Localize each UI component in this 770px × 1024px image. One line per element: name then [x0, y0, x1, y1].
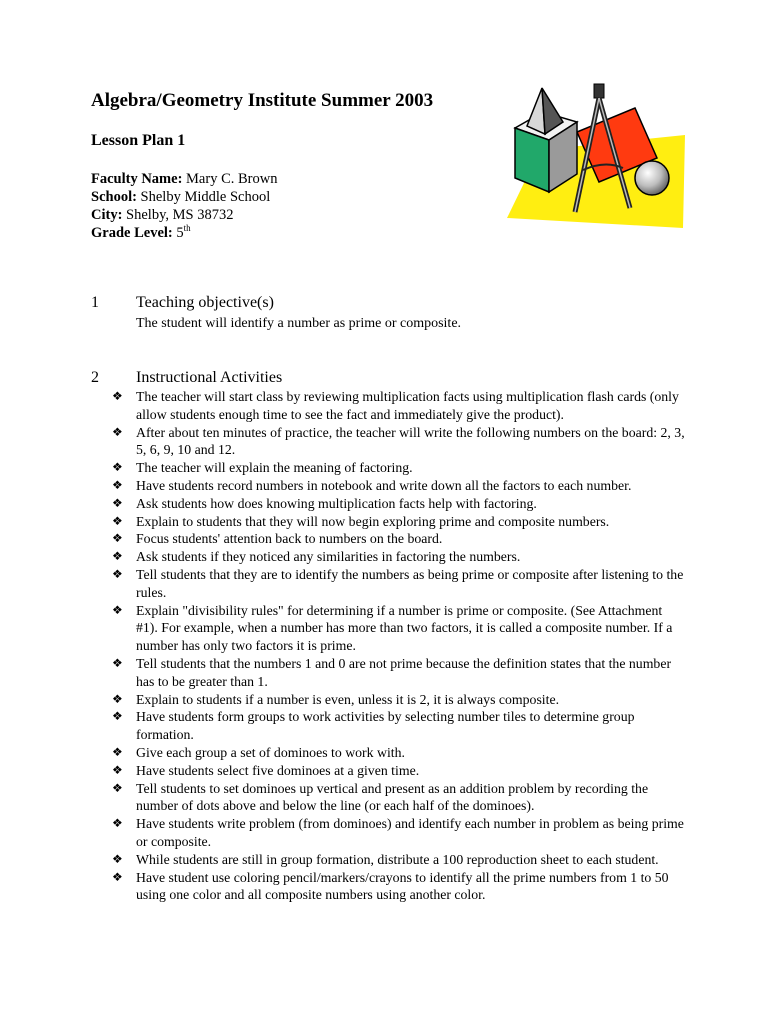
bullet-diamond-icon: ❖	[112, 816, 123, 831]
faculty-label: Faculty Name:	[91, 171, 183, 187]
list-item	[112, 424, 687, 460]
list-item	[112, 815, 687, 851]
list-item-text: Explain "divisibility rules" for determining if a number is prime or composite. (See Attachment #1). For example, when a number has more than two factors, it is called a composite number. If a number has only two factors it is prime.	[136, 602, 673, 654]
page-title: Algebra/Geometry Institute Summer 2003	[91, 90, 434, 111]
bullet-diamond-icon: ❖	[112, 460, 123, 475]
list-item-text: Have students write problem (from dominoes) and identify each number in problem as being prime or composite.	[136, 816, 684, 849]
school-label: School:	[91, 189, 137, 205]
bullet-diamond-icon: ❖	[112, 495, 123, 510]
bullet-diamond-icon: ❖	[112, 691, 123, 706]
list-item	[112, 744, 687, 762]
bullet-diamond-icon: ❖	[112, 869, 123, 884]
section-heading-activities: Instructional Activities	[136, 369, 283, 386]
section-heading-objectives: Teaching objective(s)	[136, 294, 274, 311]
list-item	[112, 655, 687, 691]
city-value: Shelby, MS 38732	[126, 207, 234, 223]
bullet-diamond-icon: ❖	[112, 389, 123, 403]
list-item	[112, 780, 687, 816]
bullet-diamond-icon: ❖	[112, 780, 123, 795]
school-value: Shelby Middle School	[140, 189, 271, 205]
list-item-text: Ask students how does knowing multiplication facts help with factoring.	[136, 495, 537, 511]
bullet-diamond-icon: ❖	[112, 655, 123, 670]
grade-superscript: th	[183, 223, 191, 233]
bullet-diamond-icon: ❖	[112, 549, 123, 564]
list-item	[112, 869, 687, 905]
grade-value: 5	[176, 225, 184, 241]
list-item	[112, 459, 687, 477]
list-item-text: The teacher will explain the meaning of factoring.	[136, 460, 413, 476]
list-item-text: Have students record numbers in notebook and write down all the factors to each number.	[136, 477, 632, 493]
geometry-shapes-compass-icon	[505, 80, 690, 230]
list-item-text: Tell students that the numbers 1 and 0 are not prime because the definition states that the number has to be greater than 1.	[136, 655, 672, 689]
bullet-diamond-icon: ❖	[112, 477, 123, 492]
list-item	[112, 691, 687, 709]
bullet-diamond-icon: ❖	[112, 744, 123, 759]
list-item-text: Ask students if they noticed any similarities in factoring the numbers.	[136, 549, 521, 565]
bullet-diamond-icon: ❖	[112, 566, 123, 581]
bullet-diamond-icon: ❖	[112, 424, 123, 439]
list-item-text: Have students select five dominoes at a given time.	[136, 762, 420, 778]
list-item	[112, 388, 687, 424]
faculty-row	[91, 170, 277, 188]
list-item	[112, 513, 687, 531]
bullet-diamond-icon: ❖	[112, 709, 123, 724]
list-item	[112, 477, 687, 495]
bullet-diamond-icon: ❖	[112, 762, 123, 777]
list-item-text: Have student use coloring pencil/markers/crayons to identify all the prime numbers from 1 to 50 using one color and all composite numbers using another color.	[136, 869, 669, 903]
list-item-text: While students are still in group formation, distribute a 100 reproduction sheet to each student.	[136, 851, 659, 867]
school-row	[91, 188, 277, 206]
bullet-diamond-icon: ❖	[112, 531, 123, 546]
bullet-diamond-icon: ❖	[112, 851, 123, 866]
list-item-text: Give each group a set of dominoes to work with.	[136, 744, 405, 760]
bullet-diamond-icon: ❖	[112, 602, 123, 617]
list-item-text: After about ten minutes of practice, the teacher will write the following numbers on the board: 2, 3, 5, 6, 9, 10 and 12.	[136, 424, 685, 458]
grade-label: Grade Level:	[91, 225, 173, 241]
list-item-text: The teacher will start class by reviewing multiplication facts using multiplication flash cards (only allow students enough time to see the fact and immediately give the product).	[136, 389, 679, 422]
list-item-text: Explain to students that they will now begin exploring prime and composite numbers.	[136, 513, 610, 529]
bullet-diamond-icon: ❖	[112, 513, 123, 528]
objective-text: The student will identify a number as prime or composite.	[136, 316, 462, 331]
list-item-text: Tell students to set dominoes up vertical and present as an addition problem by recording the number of dots above and below the line (or each half of the dominoes).	[136, 780, 649, 814]
list-item	[112, 530, 687, 548]
list-item-text: Explain to students if a number is even, unless it is 2, it is always composite.	[136, 691, 560, 707]
grade-row	[91, 224, 277, 242]
list-item	[112, 602, 687, 655]
list-item-text: Have students form groups to work activities by selecting number tiles to determine group formation.	[136, 709, 635, 743]
list-item	[112, 548, 687, 566]
list-item-text: Tell students that they are to identify the numbers as being prime or composite after listening to the rules.	[136, 566, 684, 600]
activity-list	[112, 388, 687, 904]
list-item	[112, 762, 687, 780]
lesson-title: Lesson Plan 1	[91, 132, 186, 149]
list-item	[112, 566, 687, 602]
city-row	[91, 206, 277, 224]
section-number-2: 2	[91, 369, 99, 386]
list-item	[112, 495, 687, 513]
faculty-value: Mary C. Brown	[186, 171, 278, 187]
city-label: City:	[91, 207, 123, 223]
list-item-text: Focus students' attention back to numbers on the board.	[136, 531, 443, 547]
list-item	[112, 708, 687, 744]
list-item	[112, 851, 687, 869]
section-number-1: 1	[91, 294, 99, 311]
teacher-info	[91, 170, 277, 242]
